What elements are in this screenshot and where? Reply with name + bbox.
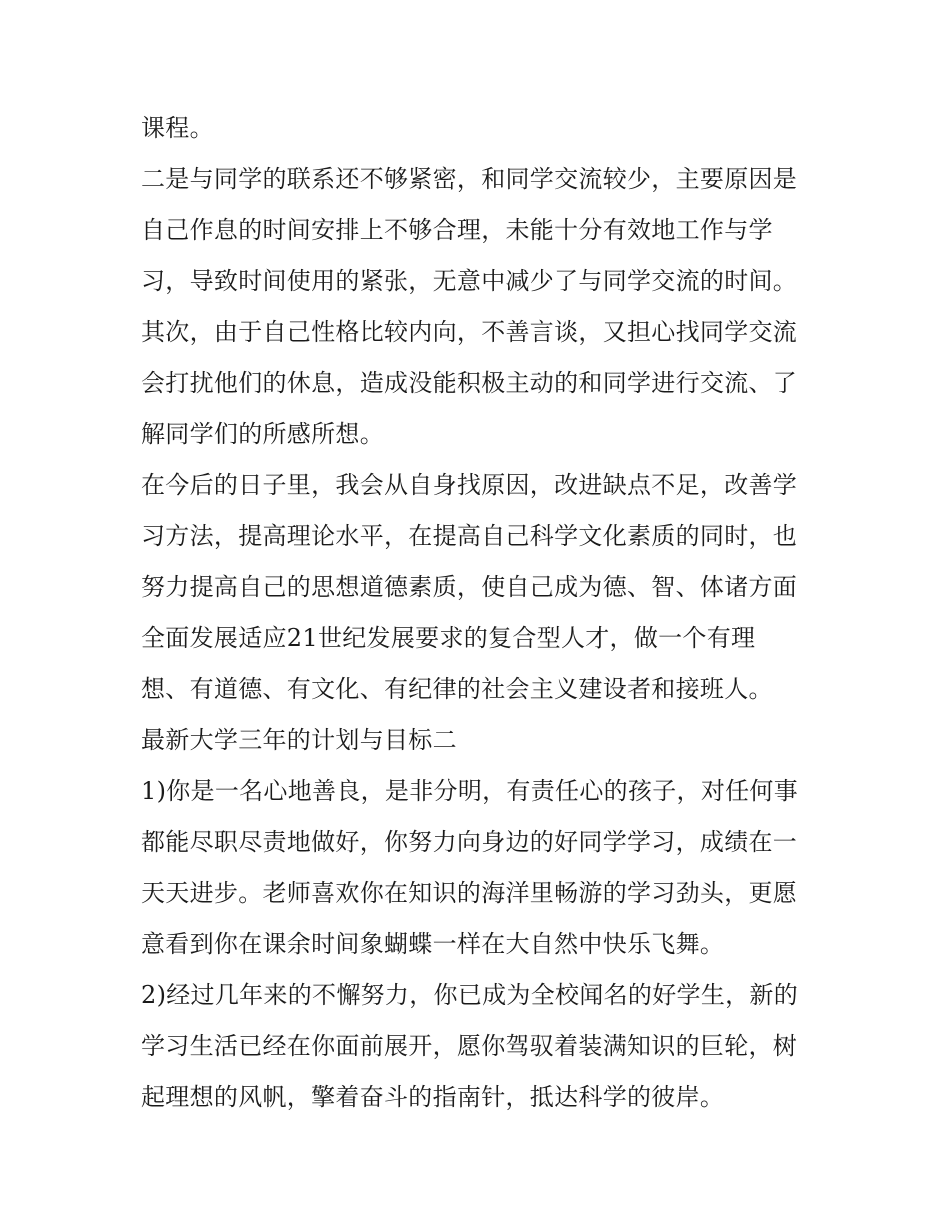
document-body — [141, 103, 821, 1123]
text-line: 会打扰他们的休息，造成没能积极主动的和同学进行交流、了 — [141, 369, 798, 397]
text-line: 1)你是一名心地善良，是非分明，有责任心的孩子，对任何事 — [141, 777, 799, 805]
text-line: 努力提高自己的思想道德素质，使自己成为德、智、体诸方面 — [141, 573, 798, 601]
section-heading: 最新大学三年的计划与目标二 — [141, 726, 457, 754]
text-line: 在今后的日子里，我会从自身找原因，改进缺点不足，改善学 — [141, 471, 798, 499]
text-line: 都能尽职尽责地做好，你努力向身边的好同学学习，成绩在一 — [141, 828, 798, 856]
text-line: 习方法，提高理论水平，在提高自己科学文化素质的同时，也 — [141, 522, 798, 550]
text-line: 起理想的风帆，擎着奋斗的指南针，抵达科学的彼岸。 — [141, 1083, 725, 1111]
text-line: 其次，由于自己性格比较内向，不善言谈，又担心找同学交流 — [141, 318, 798, 346]
text-line: 2)经过几年来的不懈努力，你已成为全校闻名的好学生，新的 — [141, 981, 799, 1009]
text-line: 自己作息的时间安排上不够合理，未能十分有效地工作与学 — [141, 216, 773, 244]
text-line: 天天进步。老师喜欢你在知识的海洋里畅游的学习劲头，更愿 — [141, 879, 798, 907]
text-line: 课程。 — [141, 114, 214, 142]
text-line: 想、有道德、有文化、有纪律的社会主义建设者和接班人。 — [141, 675, 773, 703]
text-line: 意看到你在课余时间象蝴蝶一样在大自然中快乐飞舞。 — [141, 930, 725, 958]
text-line: 全面发展适应21世纪发展要求的复合型人才，做一个有理 — [141, 624, 756, 652]
text-line: 解同学们的所感所想。 — [141, 420, 384, 448]
text-line: 学习生活已经在你面前展开，愿你驾驭着装满知识的巨轮，树 — [141, 1032, 798, 1060]
text-line: 二是与同学的联系还不够紧密，和同学交流较少，主要原因是 — [141, 165, 798, 193]
text-line: 习，导致时间使用的紧张，无意中减少了与同学交流的时间。 — [141, 267, 798, 295]
